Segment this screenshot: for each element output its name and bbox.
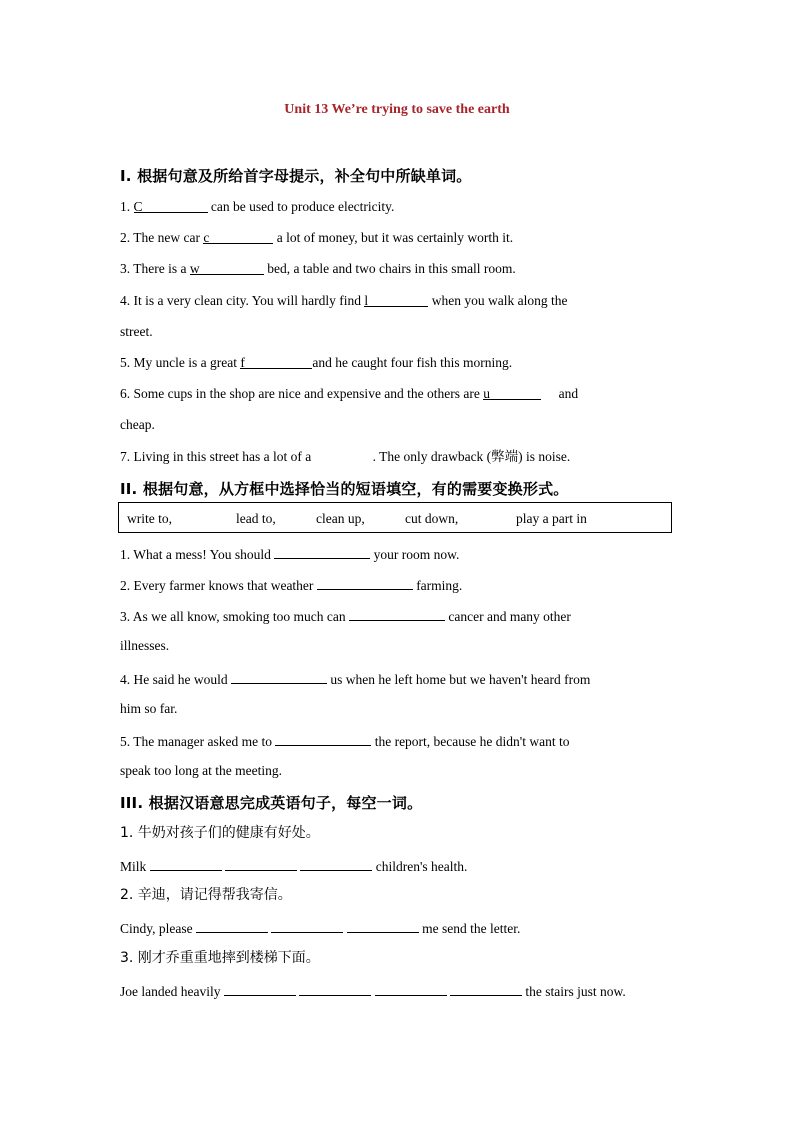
s1-q4-pre: 4. It is a very clean city. You will hardly find: [120, 293, 361, 308]
s1-q2-pre: 2. The new car: [120, 230, 200, 245]
s1-q7-pre: 7. Living in this street has a lot of a: [120, 449, 312, 464]
s3-question-1: [120, 856, 680, 876]
s3-q3-pre: Joe landed heavily: [120, 984, 221, 999]
s3-q1-chinese: 1. 牛奶对孩子们的健康有好处。: [120, 825, 320, 841]
s1-question-5: [120, 354, 680, 372]
section-2-heading: II. 根据句意，从方框中选择恰当的短语填空，有的需要变换形式。: [120, 480, 569, 498]
s1-q1-blank[interactable]: [134, 198, 208, 213]
s2-q4-pre: 4. He said he would: [120, 672, 228, 687]
s3-q3-blank-4[interactable]: [450, 981, 522, 996]
s1-q6-continuation: cheap.: [120, 417, 155, 432]
s1-question-1: [120, 198, 680, 216]
s2-q4-text: us when he left home but we haven't heard from: [330, 672, 591, 687]
s3-q2-blank-1[interactable]: [196, 918, 268, 933]
s1-q4-continuation: street.: [120, 324, 153, 339]
phrase-lead-to: lead to,: [236, 511, 276, 526]
phrase-write-to: write to,: [127, 511, 172, 526]
s2-q3-text: cancer and many other: [448, 609, 571, 624]
s3-q2-text: me send the letter.: [422, 921, 521, 936]
s3-q3-blank-3[interactable]: [375, 981, 447, 996]
s1-q5-blank[interactable]: [240, 354, 312, 369]
s2-question-1: [120, 544, 680, 564]
phrase-box: [118, 502, 672, 533]
s3-q3-text: the stairs just now.: [525, 984, 626, 999]
s3-q1-blank-1[interactable]: [150, 856, 222, 871]
s3-q3-blank-2[interactable]: [299, 981, 371, 996]
s2-q5-text: the report, because he didn't want to: [374, 734, 570, 749]
s2-question-5: [120, 731, 680, 751]
s1-q4-letter: l: [364, 293, 369, 308]
s3-q1-blank-2[interactable]: [225, 856, 297, 871]
s3-q2-blank-2[interactable]: [271, 918, 343, 933]
s2-q2-text: farming.: [416, 578, 463, 593]
s1-q3-letter: w: [189, 261, 200, 276]
s2-q5-blank[interactable]: [275, 731, 371, 746]
s2-q4-blank[interactable]: [231, 669, 327, 684]
s3-q1-text: children's health.: [375, 859, 468, 874]
s2-q3-continuation: illnesses.: [120, 638, 170, 653]
s1-question-7: [120, 448, 680, 466]
page-title: Unit 13 We’re trying to save the earth: [284, 102, 510, 117]
s2-q2-pre: 2. Every farmer knows that weather: [120, 578, 314, 593]
s1-q6-pre: 6. Some cups in the shop are nice and expensive and the others are: [120, 386, 480, 401]
s3-q1-pre: Milk: [120, 859, 147, 874]
s1-q6-blank[interactable]: [483, 385, 541, 400]
s1-q3-text: bed, a table and two chairs in this small room.: [267, 261, 516, 276]
phrase-cut-down: cut down,: [405, 511, 459, 526]
s3-q2-chinese: 2. 辛迪，请记得帮我寄信。: [120, 887, 292, 903]
phrase-clean-up: clean up,: [316, 511, 365, 526]
s1-q2-text: a lot of money, but it was certainly worth it.: [276, 230, 514, 245]
s1-question-6: [120, 385, 680, 403]
s1-q2-letter: c: [203, 230, 210, 245]
s1-q4-blank[interactable]: [364, 292, 428, 307]
s1-q3-pre: 3. There is a: [120, 261, 187, 276]
s3-question-2: [120, 918, 680, 938]
s1-question-3: [120, 260, 680, 278]
s1-q5-pre: 5. My uncle is a great: [120, 355, 237, 370]
s1-q5-text: and he caught four fish this morning.: [312, 355, 513, 370]
s1-q1-number: 1.: [120, 199, 131, 214]
phrase-play-a-part-in: play a part in: [516, 511, 587, 526]
s2-question-4: [120, 669, 680, 689]
s2-q2-blank[interactable]: [317, 575, 413, 590]
s1-q5-letter: f: [240, 355, 245, 370]
s1-question-2: [120, 229, 680, 247]
s2-q3-pre: 3. As we all know, smoking too much can: [120, 609, 346, 624]
s3-q2-blank-3[interactable]: [347, 918, 419, 933]
s1-question-4: [120, 292, 680, 310]
s3-q3-blank-1[interactable]: [224, 981, 296, 996]
s3-q1-blank-3[interactable]: [300, 856, 372, 871]
s2-q5-pre: 5. The manager asked me to: [120, 734, 272, 749]
s2-q4-continuation: him so far.: [120, 701, 178, 716]
s1-q4-text: when you walk along the: [431, 293, 568, 308]
s1-q1-letter: C: [133, 199, 143, 214]
section-1-heading: Ⅰ. 根据句意及所给首字母提示，补全句中所缺单词。: [120, 167, 472, 185]
s3-q2-pre: Cindy, please: [120, 921, 193, 936]
s1-q1-text: can be used to produce electricity.: [210, 199, 395, 214]
section-3-heading: III. 根据汉语意思完成英语句子，每空一词。: [120, 794, 423, 812]
s1-q2-blank[interactable]: [203, 229, 273, 244]
s2-q1-blank[interactable]: [274, 544, 370, 559]
s1-q7-text: . The only drawback (弊端) is noise.: [372, 449, 571, 464]
s2-q3-blank[interactable]: [349, 606, 445, 621]
s1-q6-letter: u: [483, 386, 491, 401]
s2-q1-pre: 1. What a mess! You should: [120, 547, 271, 562]
s2-q1-text: your room now.: [373, 547, 460, 562]
s3-question-3: [120, 981, 680, 1001]
s2-question-2: [120, 575, 680, 595]
s1-q3-blank[interactable]: [190, 260, 264, 275]
s1-q6-text: and: [558, 386, 579, 401]
s2-question-3: [120, 606, 680, 626]
s2-q5-continuation: speak too long at the meeting.: [120, 763, 282, 778]
s3-q3-chinese: 3. 刚才乔重重地摔到楼梯下面。: [120, 950, 320, 966]
